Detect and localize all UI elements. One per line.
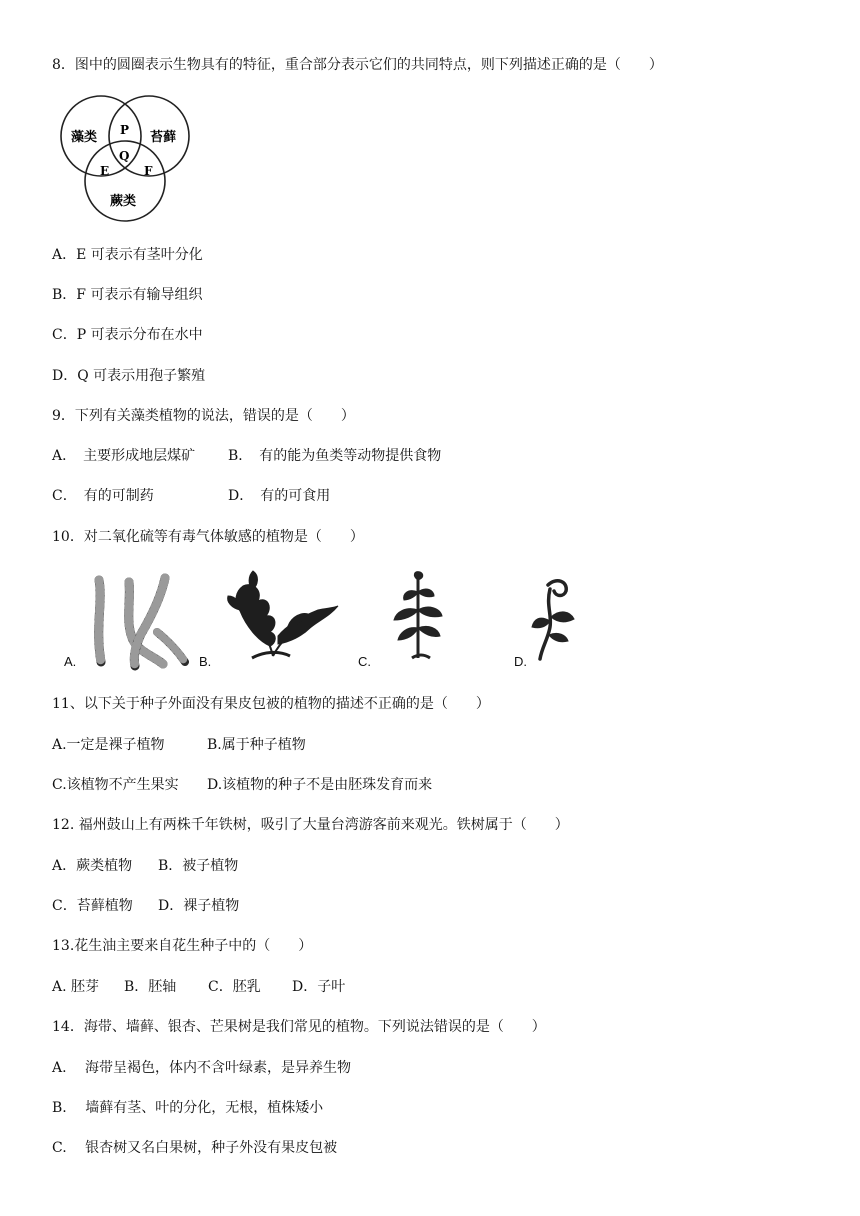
q14-option-c: C. 银杏树又名白果树，种子外没有果皮包被 <box>52 1140 338 1156</box>
moss-plant-image <box>384 570 454 665</box>
q8-option-d: D．Q 可表示用孢子繁殖 <box>52 368 206 384</box>
q13-option-b: B．胚轴 <box>124 979 177 995</box>
q14-stem: 14．海带、墙藓、银杏、芒果树是我们常见的植物。下列说法错误的是（ ） <box>52 1019 546 1035</box>
q9-stem: 9．下列有关藻类植物的说法，错误的是（ ） <box>52 408 355 424</box>
q12-option-a: A．蕨类植物 <box>52 858 133 874</box>
q12-option-c: C．苔藓植物 <box>52 898 133 914</box>
q13-stem: 13.花生油主要来自花生种子中的（ ） <box>52 938 313 954</box>
seedling-image <box>526 575 586 665</box>
venn-label-fern: 蕨类 <box>110 194 137 209</box>
q8-option-c: C．P 可表示分布在水中 <box>52 327 203 343</box>
q11-option-d: D.该植物的种子不是由胚珠发育而来 <box>207 777 433 793</box>
q12-option-b: B．被子植物 <box>158 858 239 874</box>
venn-label-moss: 苔藓 <box>150 130 177 145</box>
q13-option-c: C．胚乳 <box>208 979 261 995</box>
q11-option-c: C.该植物不产生果实 <box>52 777 179 793</box>
q9-option-c: C． 有的可制药 <box>52 488 154 504</box>
q13-option-d: D．子叶 <box>292 979 346 995</box>
venn-label-e: E <box>100 164 110 178</box>
q11-stem: 11、以下关于种子外面没有果皮包被的植物的描述不正确的是（ ） <box>52 696 490 712</box>
q8-stem: 8．图中的圆圈表示生物具有的特征，重合部分表示它们的共同特点，则下列描述正确的是（ ） <box>52 57 663 73</box>
q8-option-a: A．E 可表示有茎叶分化 <box>52 247 203 263</box>
q12-option-d: D．裸子植物 <box>158 898 240 914</box>
q11-option-a: A.一定是裸子植物 <box>52 737 165 753</box>
q10-stem: 10．对二氧化硫等有毒气体敏感的植物是（ ） <box>52 529 364 545</box>
q10-label-b: B. <box>199 654 212 669</box>
venn-label-q: Q <box>119 149 130 163</box>
q10-label-d: D. <box>514 654 527 669</box>
venn-label-f: F <box>144 164 153 178</box>
venn-diagram <box>54 95 204 225</box>
q8-option-b: B．F 可表示有输导组织 <box>52 287 203 303</box>
q12-stem: 12. 福州鼓山上有两株千年铁树，吸引了大量台湾游客前来观光。铁树属于（ ） <box>52 817 569 833</box>
venn-label-p: P <box>120 123 130 137</box>
q10-label-a: A. <box>64 654 77 669</box>
venn-label-algae: 藻类 <box>71 130 98 145</box>
q10-label-c: C. <box>358 654 371 669</box>
q14-option-b: B. 墙藓有茎、叶的分化，无根，植株矮小 <box>52 1100 324 1116</box>
q14-option-a: A. 海带呈褐色，体内不含叶绿素，是异养生物 <box>52 1060 352 1076</box>
q9-option-d: D． 有的可食用 <box>228 488 331 504</box>
fern-image <box>218 566 343 666</box>
q11-option-b: B.属于种子植物 <box>207 737 306 753</box>
algae-filament-image <box>85 572 195 672</box>
q13-option-a: A. 胚芽 <box>52 979 100 995</box>
q9-option-a: A． 主要形成地层煤矿 <box>52 448 196 464</box>
q9-option-b: B． 有的能为鱼类等动物提供食物 <box>228 448 442 464</box>
